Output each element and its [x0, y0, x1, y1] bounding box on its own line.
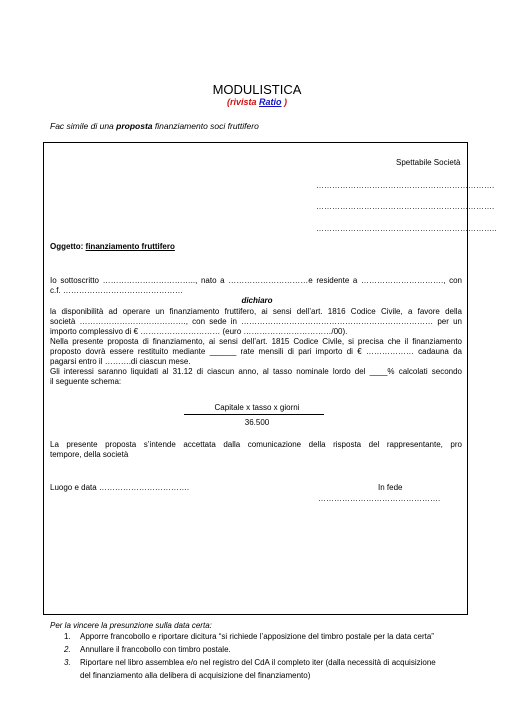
body-line-5: importo complessivo di € ………………………… (euro ……………………………/00). [50, 327, 348, 336]
body-line-1: Io sottoscritto …………………………….., nato a …………………………e residente a …………………………., con [50, 276, 462, 285]
note-text-3-cont: del finanziamento alla delibera di acquisizione del finanziamento) [80, 671, 311, 680]
subject-value: finanziamento fruttifero [85, 242, 175, 251]
body-line-9: Gli interessi saranno liquidati al 31.12 di ciascun anno, al tasso nominale lordo del ____% calcolati secondo [50, 367, 462, 376]
acceptance-line-1: La presente proposta s’intende accettata dalla comunicazione della risposta del rappresentante, pro [50, 440, 462, 449]
body-line-4: società …………………………………., con sede in ……………………………………………………………… per un [50, 317, 462, 326]
address-line-2: …………………………………………………………. [316, 202, 495, 211]
note-number-3: 3. [64, 658, 71, 667]
intro-text [50, 121, 259, 131]
subtitle-suffix: ) [281, 97, 287, 107]
formula-fraction-bar [184, 414, 324, 415]
in-fede-label: In fede [378, 483, 403, 492]
intro-pre: Fac simile di una [50, 121, 117, 131]
acceptance-line-2: tempore, della società [50, 450, 129, 459]
notes-heading: Per la vincere la presunzione sulla data certa: [50, 621, 212, 630]
body-line-6: Nella presente proposta di finanziamento, ai sensi dell’art. 1815 Codice Civile, si precisa che il finanziamento [50, 337, 462, 346]
page-title: MODULISTICA [212, 82, 302, 97]
body-line-3: la disponibilità ad operare un finanziamento fruttifero, ai sensi dell’art. 1816 Codice Civile, a favore della [50, 307, 462, 316]
note-text-2: Annullare il francobollo con timbro postale. [80, 645, 231, 654]
declare-heading: dichiaro [241, 296, 273, 305]
note-text-3: Riportare nel libro assemblea e/o nel registro del CdA il completo iter (dalla necessità di acquisizione [80, 658, 436, 667]
subtitle-prefix: (rivista [226, 97, 259, 107]
body-line-10: il seguente schema: [50, 377, 122, 386]
body-line-2: c.f. ……………………………………… [50, 286, 183, 295]
note-number-2: 2. [64, 645, 71, 654]
note-number-1: 1. [64, 632, 71, 641]
intro-bold: proposta [116, 121, 153, 131]
body-line-8: pagarsi entro il ……….di ciascun mese. [50, 357, 191, 366]
formula-denominator: 36.500 [244, 418, 270, 427]
intro-post: finanziamento soci fruttifero [152, 121, 259, 131]
page-subtitle [0, 97, 514, 107]
signature-line: ………………………………………. [318, 494, 441, 503]
body-line-7: proposto dovrà essere restituito mediante ______ rate mensili di pari importo di € ……………… cadauna da [50, 347, 462, 356]
address-line-1: …………………………………………………………. [316, 181, 495, 190]
note-text-1: Apporre francobollo e riportare dicitura “si richiede l’apposizione del timbro postale per la data certa” [80, 632, 434, 641]
address-line-3: ………………………………………………………….. [316, 224, 497, 233]
subject-label: Oggetto: [50, 242, 86, 251]
addressee: Spettabile Società [396, 158, 461, 167]
place-and-date: Luogo e data ……………………………. [50, 483, 190, 492]
formula-numerator: Capitale x tasso x giorni [214, 403, 300, 412]
subject [50, 242, 175, 252]
ratio-link[interactable]: Ratio [259, 97, 282, 107]
